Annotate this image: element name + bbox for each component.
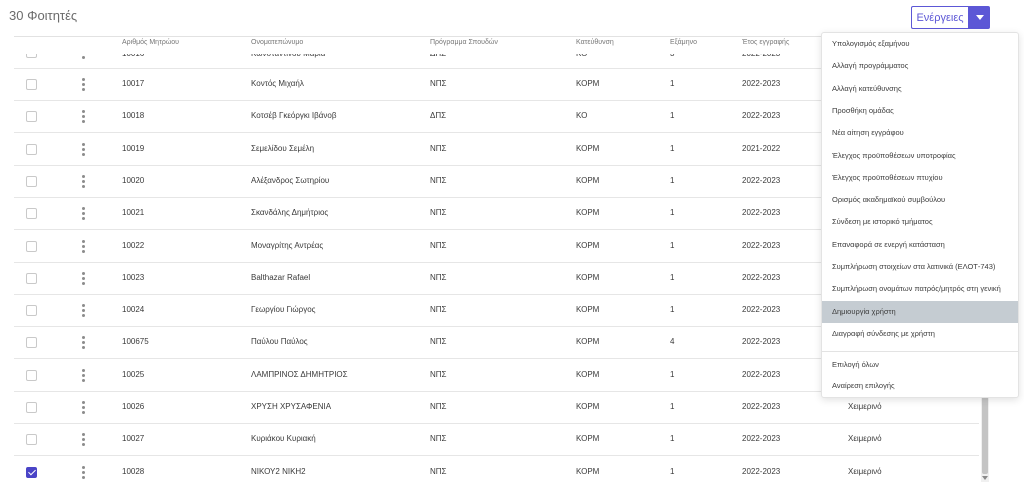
cell-year: 2022-2023: [742, 272, 781, 282]
cell-direction: ΚΟ: [576, 111, 588, 121]
cell-id: 10026: [122, 402, 145, 411]
cell-semester: 1: [670, 305, 675, 315]
actions-dropdown-toggle[interactable]: [968, 6, 990, 29]
cell-direction: ΚΟΡΜ: [576, 466, 600, 476]
cell-name: Αλέξανδρος Σωτηρίου: [251, 175, 330, 185]
cell-id: 10025: [122, 369, 145, 379]
cell-id: 10027: [122, 434, 145, 444]
menu-item[interactable]: Αλλαγή προγράμματος: [832, 61, 909, 71]
menu-item[interactable]: Ορισμός ακαδημαϊκού συμβούλου: [832, 195, 946, 205]
cell-name: Κοτσέβ Γκεόργκι Ιβάνοβ: [251, 111, 337, 121]
cell-direction: ΚΟΡΜ: [576, 208, 600, 218]
col-header-name[interactable]: Ονοματεπώνυμο: [251, 39, 304, 46]
row-checkbox[interactable]: [26, 241, 37, 252]
cell-direction: ΚΟΡΜ: [576, 272, 600, 282]
cell-name: ΧΡΥΣΗ ΧΡΥΣΑΦΕΝΙΑ: [251, 402, 332, 411]
cell-program: ΝΠΣ: [430, 143, 447, 153]
row-more-icon[interactable]: [82, 304, 86, 318]
cell-period: Χειμερινό: [848, 466, 882, 476]
cell-program: ΝΠΣ: [430, 466, 447, 476]
row-more-icon[interactable]: [82, 240, 86, 254]
cell-year: 2022-2023: [742, 175, 781, 185]
cell-direction: ΚΟΡΜ: [576, 240, 600, 250]
actions-button-group: [911, 6, 990, 29]
row-checkbox[interactable]: [26, 402, 37, 413]
menu-item[interactable]: Έλεγχος προϋποθέσεων υποτροφίας: [832, 150, 956, 160]
col-header-program[interactable]: Πρόγραμμα Σπουδών: [430, 39, 498, 46]
cell-period: Χειμερινό: [848, 402, 882, 411]
cell-year: 2022-2023: [742, 369, 781, 379]
cell-year: 2022-2023: [742, 79, 781, 88]
cell-id: 10017: [122, 79, 145, 88]
row-more-icon[interactable]: [82, 401, 86, 415]
menu-item[interactable]: Σύνδεση με ιστορικό τμήματος: [832, 217, 933, 227]
menu-divider: [822, 351, 1018, 352]
menu-item[interactable]: Υπολογισμός εξαμήνου: [832, 39, 910, 48]
cell-id: 10022: [122, 240, 145, 250]
menu-item[interactable]: Αλλαγή κατεύθυνσης: [832, 83, 902, 93]
cell-direction: ΚΟΡΜ: [576, 305, 600, 315]
cell-year: 2022-2023: [742, 337, 781, 347]
menu-item[interactable]: Νέα αίτηση εγγράφου: [832, 128, 904, 138]
cell-program: ΔΠΣ: [430, 111, 447, 121]
cell-semester: 1: [670, 434, 675, 444]
cell-name: Σεμελίδου Σεμέλη: [251, 143, 315, 153]
cell-semester: 1: [670, 369, 675, 379]
col-header-semester[interactable]: Εξάμηνο: [670, 39, 697, 46]
menu-item[interactable]: Έλεγχος προϋποθέσεων πτυχίου: [832, 172, 943, 182]
cell-direction: ΚΟΡΜ: [576, 337, 600, 347]
cell-semester: 1: [670, 402, 675, 411]
cell-id: 10021: [122, 208, 145, 218]
row-more-icon[interactable]: [82, 466, 86, 480]
cell-program: ΝΠΣ: [430, 175, 447, 185]
cell-name: Balthazar Rafael: [251, 272, 311, 282]
row-checkbox[interactable]: [26, 434, 37, 445]
row-checkbox[interactable]: [26, 111, 37, 122]
menu-item-select-all[interactable]: Επιλογή όλων: [832, 360, 879, 369]
menu-item[interactable]: Επαναφορά σε ενεργή κατάσταση: [832, 239, 945, 249]
row-more-icon[interactable]: [82, 369, 86, 383]
cell-name: Γεωργίου Γιώργος: [251, 305, 316, 315]
row-more-icon[interactable]: [82, 110, 86, 124]
cell-name: Σκανδάλης Δημήτριος: [251, 208, 329, 218]
cell-year: 2022-2023: [742, 305, 781, 315]
cell-id: 10028: [122, 466, 145, 476]
cell-id: 100675: [122, 337, 149, 347]
cell-program: ΝΠΣ: [430, 208, 447, 218]
cell-name: ΛΑΜΠΡΙΝΟΣ ΔΗΜΗΤΡΙΟΣ: [251, 369, 348, 379]
row-checkbox[interactable]: [26, 337, 37, 348]
row-checkbox[interactable]: [26, 305, 37, 316]
cell-id: 10019: [122, 143, 145, 153]
cell-direction: ΚΟΡΜ: [576, 402, 600, 411]
cell-name: Κοντός Μιχαήλ: [251, 79, 304, 88]
menu-item[interactable]: Διαγραφή σύνδεσης με χρήστη: [832, 328, 935, 338]
cell-year: 2022-2023: [742, 111, 781, 121]
cell-id: 10023: [122, 272, 145, 282]
row-more-icon[interactable]: [82, 207, 86, 221]
table-row[interactable]: [14, 457, 979, 486]
row-checkbox[interactable]: [26, 79, 37, 90]
row-more-icon[interactable]: [82, 336, 86, 350]
cell-program: ΝΠΣ: [430, 240, 447, 250]
cell-year: 2022-2023: [742, 434, 781, 444]
page-title: 30 Φοιτητές: [9, 8, 78, 23]
cell-name: ΝΙΚΟΥ2 ΝΙΚΗ2: [251, 466, 306, 476]
row-checkbox[interactable]: [26, 176, 37, 187]
cell-semester: 1: [670, 208, 675, 218]
cell-direction: ΚΟΡΜ: [576, 143, 600, 153]
cell-semester: 1: [670, 240, 675, 250]
cell-period: Χειμερινό: [848, 434, 882, 444]
menu-item[interactable]: Προσθήκη ομάδας: [832, 105, 894, 115]
scrollbar-thumb[interactable]: [982, 396, 988, 474]
row-checkbox[interactable]: [26, 370, 37, 381]
table-row[interactable]: [14, 424, 979, 456]
cell-name: Κυριάκου Κυριακή: [251, 434, 316, 444]
menu-item[interactable]: Συμπλήρωση στοιχείων στα λατινικά (ΕΛΟΤ-743): [832, 262, 996, 271]
cell-year: 2022-2023: [742, 208, 781, 218]
cell-direction: ΚΟΡΜ: [576, 175, 600, 185]
cell-program: ΝΠΣ: [430, 79, 447, 88]
cell-semester: 1: [670, 143, 675, 153]
cell-id: 10020: [122, 175, 145, 185]
row-checkbox[interactable]: [26, 208, 37, 219]
col-header-direction[interactable]: Κατεύθυνση: [576, 39, 614, 46]
cell-id: 10018: [122, 111, 145, 121]
cell-semester: 1: [670, 466, 675, 476]
actions-button[interactable]: Ενέργειες: [911, 6, 968, 29]
cell-semester: 4: [670, 337, 675, 347]
cell-name: Παύλου Παύλος: [251, 337, 308, 347]
cell-id: 10024: [122, 305, 145, 315]
cell-program: ΝΠΣ: [430, 402, 447, 411]
cell-program: ΝΠΣ: [430, 337, 447, 347]
cell-year: 2022-2023: [742, 466, 781, 476]
menu-item[interactable]: Δημιουργία χρήστη: [822, 301, 1018, 323]
row-more-icon[interactable]: [82, 433, 86, 447]
cell-year: 2022-2023: [742, 402, 781, 411]
scroll-down-arrow-icon[interactable]: [982, 476, 988, 480]
cell-program: ΝΠΣ: [430, 305, 447, 315]
cell-direction: ΚΟΡΜ: [576, 79, 600, 88]
row-more-icon[interactable]: [82, 78, 86, 92]
caret-down-icon: [976, 15, 984, 20]
cell-program: ΝΠΣ: [430, 369, 447, 379]
cell-program: ΝΠΣ: [430, 434, 447, 444]
cell-direction: ΚΟΡΜ: [576, 434, 600, 444]
cell-program: ΝΠΣ: [430, 272, 447, 282]
row-checkbox[interactable]: [26, 144, 37, 155]
cell-name: Μοναγρίτης Αντρέας: [251, 240, 324, 250]
menu-item-deselect[interactable]: Αναίρεση επιλογής: [832, 381, 895, 390]
cell-direction: ΚΟΡΜ: [576, 369, 600, 379]
actions-dropdown-menu: [821, 32, 1019, 398]
cell-year: 2021-2022: [742, 143, 781, 153]
col-header-id[interactable]: Αριθμός Μητρώου: [122, 39, 180, 46]
row-checkbox[interactable]: [26, 273, 37, 284]
row-more-icon[interactable]: [82, 143, 86, 157]
menu-item[interactable]: Συμπλήρωση ονομάτων πατρός/μητρός στη γενική: [832, 284, 1001, 294]
col-header-year[interactable]: Έτος εγγραφής: [742, 39, 790, 46]
cell-semester: 1: [670, 111, 675, 121]
cell-year: 2022-2023: [742, 240, 781, 250]
row-more-icon[interactable]: [82, 272, 86, 286]
cell-semester: 1: [670, 272, 675, 282]
cell-semester: 1: [670, 175, 675, 185]
row-more-icon[interactable]: [82, 175, 86, 189]
row-checkbox[interactable]: [26, 467, 37, 478]
cell-semester: 1: [670, 79, 675, 88]
